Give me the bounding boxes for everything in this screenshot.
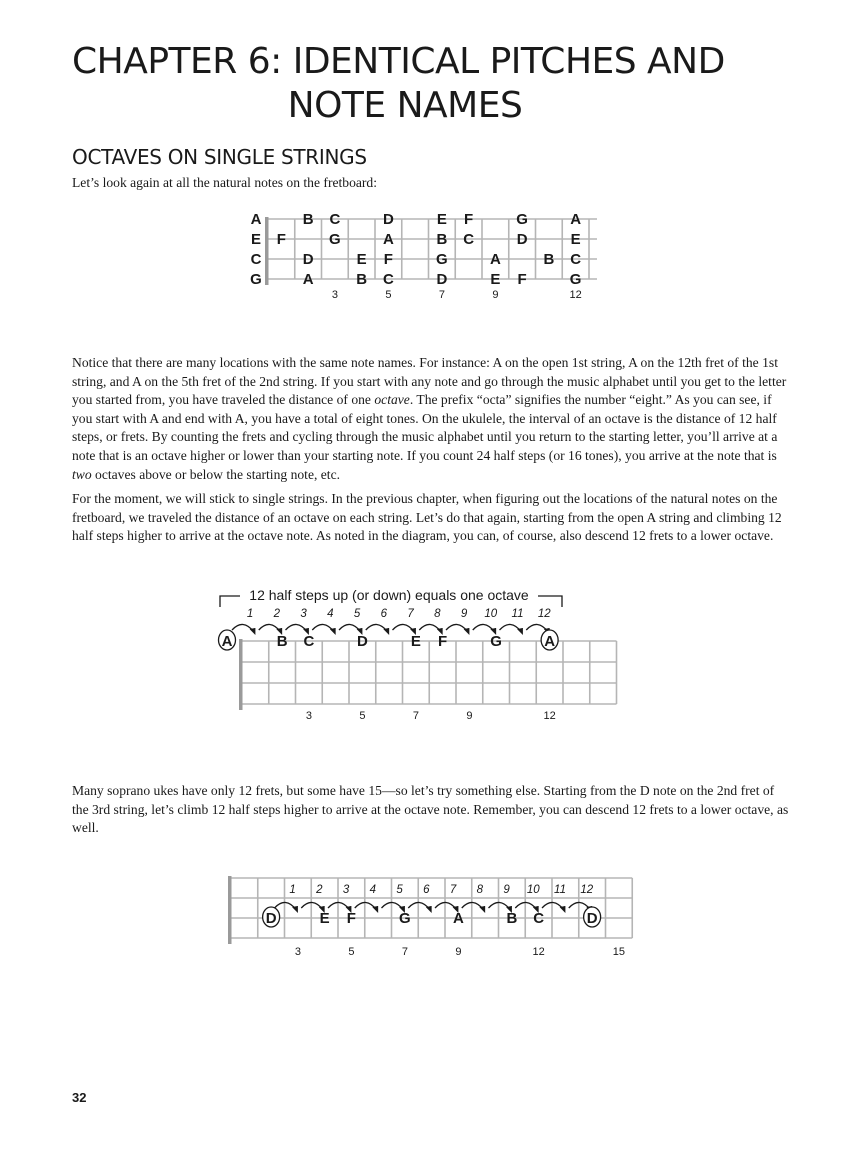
fretboard-note: F: [346, 910, 356, 927]
half-step-number: 3: [342, 884, 350, 896]
start-note-circled: D: [265, 910, 277, 927]
fretboard-note: F: [276, 231, 286, 248]
half-step-number: 4: [327, 608, 334, 620]
fretboard-note: G: [436, 251, 448, 268]
fretboard-note: E: [410, 633, 421, 650]
half-step-number: 5: [353, 608, 361, 620]
half-step-number: 10: [484, 608, 498, 620]
fretboard-note: B: [543, 251, 555, 268]
step-arrow: [382, 902, 404, 910]
half-step-number: 8: [434, 608, 441, 620]
fretboard-note: A: [489, 251, 501, 268]
paragraph-text: octaves above or below the starting note, etc.: [91, 466, 341, 482]
step-arrow: [435, 902, 457, 910]
end-note-circled: D: [586, 910, 598, 927]
fret-number: 7: [438, 289, 445, 301]
half-step-number: 9: [460, 608, 468, 620]
bracket-label: 12 half steps up (or down) equals one octave: [249, 587, 529, 603]
half-step-number: 9: [503, 884, 510, 896]
fretboard-note: B: [356, 271, 368, 288]
fretboard-note: G: [516, 211, 528, 228]
fret-number: 5: [348, 946, 355, 958]
paragraph-text: Notice that there are many locations with the same note names. For instance: A on the open 1st string, A on the 12th fret of the 1st string, and A on the 5th fret of the 2nd string. If you start with any note and go through the music alphabet until you get to the letter you started from, you have traveled the distance of one: [72, 355, 787, 408]
fretboard-note: D: [302, 251, 314, 268]
half-step-number: 1: [289, 884, 296, 896]
half-step-number: 10: [526, 884, 540, 896]
fret-number: 3: [331, 289, 338, 301]
fretboard-note: G: [329, 231, 341, 248]
chapter-title-line-2: NOTE NAMES: [287, 85, 523, 126]
fretboard-note: B: [506, 910, 518, 927]
half-step-number: 11: [554, 884, 567, 896]
half-step-number: 6: [423, 884, 430, 896]
section-title: OCTAVES ON SINGLE STRINGS: [72, 145, 367, 169]
fretboard-note: D: [382, 211, 394, 228]
fretboard-note: C: [329, 211, 341, 228]
fretboard-note: B: [276, 633, 288, 650]
fretboard-note: G: [399, 910, 411, 927]
paragraph-text: . The prefix “octa” signifies the number “eight.” As you can see, if you start with A and end with A, you have a total of eight tones. On the ukulele, the interval of an octave is the distance of 12 half steps, or frets. By counting the frets and cycling through the music alphabet until you return to the starting letter, you’ll arrive at a note that is an octave higher or lower than your starting note. If you count 24 half steps (or 16 tones), you arrive at the note that is: [72, 392, 778, 463]
fretboard-note: F: [517, 271, 527, 288]
step-arrow: [408, 902, 430, 910]
arrowhead: [293, 906, 298, 912]
step-arrow: [275, 902, 297, 910]
fretboard-note: C: [533, 910, 545, 927]
half-step-number: 7: [407, 608, 414, 620]
step-arrow: [462, 902, 484, 910]
fretboard-note: C: [570, 251, 582, 268]
emphasis-two: two: [72, 466, 92, 482]
paragraph-soprano-ukes: Many soprano ukes have only 12 frets, but some have 15—so let’s try something else. Starting from the D note on the 2nd fret of the 3rd string, let’s climb 12 half steps higher to arrive at the octave note. Remember, you can descend 12 frets to a lower octave, as well.: [72, 783, 789, 836]
fret-number: 7: [401, 946, 408, 958]
half-step-number: 8: [476, 884, 483, 896]
step-arrow: [489, 902, 511, 910]
fretboard-note: G: [490, 633, 502, 650]
emphasis-octave: octave: [374, 392, 410, 408]
step-arrow: [328, 902, 350, 910]
fretboard-note: A: [302, 271, 314, 288]
fret-number: 15: [612, 946, 625, 958]
end-note-circled: A: [544, 633, 556, 650]
fret-number: 5: [359, 710, 366, 722]
fret-number: 5: [385, 289, 392, 301]
fretboard-note: F: [438, 633, 448, 650]
half-step-number: 1: [246, 608, 254, 620]
fret-number: 3: [305, 710, 312, 722]
step-arrow: [515, 902, 537, 910]
nut: [228, 876, 232, 944]
open-string-label: A: [250, 211, 262, 228]
fretboard-note: A: [382, 231, 394, 248]
fretboard-note: G: [569, 271, 582, 288]
fretboard-note: F: [383, 251, 393, 268]
fret-number: 12: [569, 289, 582, 301]
arrowhead: [373, 906, 378, 912]
fretboard-note: E: [570, 231, 581, 248]
fretboard-note: C: [463, 231, 475, 248]
step-arrow: [301, 902, 323, 910]
fret-number: 12: [532, 946, 545, 958]
half-step-number: 11: [511, 608, 524, 620]
paragraph-single-strings: For the moment, we will stick to single strings. In the previous chapter, when figuring out the locations of the natural notes on the fretboard, we traveled the distance of an octave on each string. Let’s do that again, starting from the open A string and climbing 12 half steps higher to arrive at the octave note. As noted in the diagram, you can, of course, also descend 12 frets to a lower octave.: [72, 491, 782, 544]
fret-number: 9: [455, 946, 462, 958]
arrowhead: [426, 906, 431, 912]
fretboard-note: E: [319, 910, 330, 927]
fret-number: 9: [492, 289, 499, 301]
half-step-number: 12: [580, 884, 594, 896]
fretboard-note: A: [570, 211, 582, 228]
fretboard-note: C: [382, 271, 394, 288]
fret-number: 9: [466, 710, 473, 722]
half-step-number: 7: [449, 884, 457, 896]
open-string-label: G: [250, 271, 262, 288]
half-step-number: 4: [369, 884, 376, 896]
fretboard-note: E: [490, 271, 501, 288]
half-step-number: 5: [396, 884, 403, 896]
step-arrow: [542, 902, 564, 910]
fret-number: 7: [412, 710, 419, 722]
half-step-number: 2: [316, 884, 323, 896]
start-note-circled: A: [221, 633, 233, 650]
fretboard-note: B: [302, 211, 314, 228]
open-string-label: E: [250, 231, 262, 248]
fretboard-note: D: [356, 633, 368, 650]
arrowhead: [480, 906, 485, 912]
chapter-title-line-1: CHAPTER 6: IDENTICAL PITCHES AND: [72, 41, 725, 82]
intro-paragraph: Let’s look again at all the natural notes on the fretboard:: [72, 175, 378, 190]
fretboard-note: D: [516, 231, 528, 248]
arrowhead: [560, 906, 565, 912]
half-step-number: 2: [273, 608, 280, 620]
half-step-number: 12: [537, 608, 551, 620]
fretboard-note: B: [436, 231, 448, 248]
half-step-number: 3: [300, 608, 307, 620]
fretboard-note: D: [436, 271, 448, 288]
fret-number: 12: [543, 710, 556, 722]
page-number: 32: [72, 1090, 87, 1105]
open-string-label: C: [250, 251, 262, 268]
half-step-number: 6: [380, 608, 387, 620]
fretboard-note: E: [436, 211, 447, 228]
fretboard-note: F: [464, 211, 474, 228]
fretboard-note: E: [356, 251, 367, 268]
fretboard-note: A: [452, 910, 464, 927]
fret-number: 3: [294, 946, 301, 958]
step-arrow: [355, 902, 377, 910]
fretboard-note: C: [303, 633, 315, 650]
